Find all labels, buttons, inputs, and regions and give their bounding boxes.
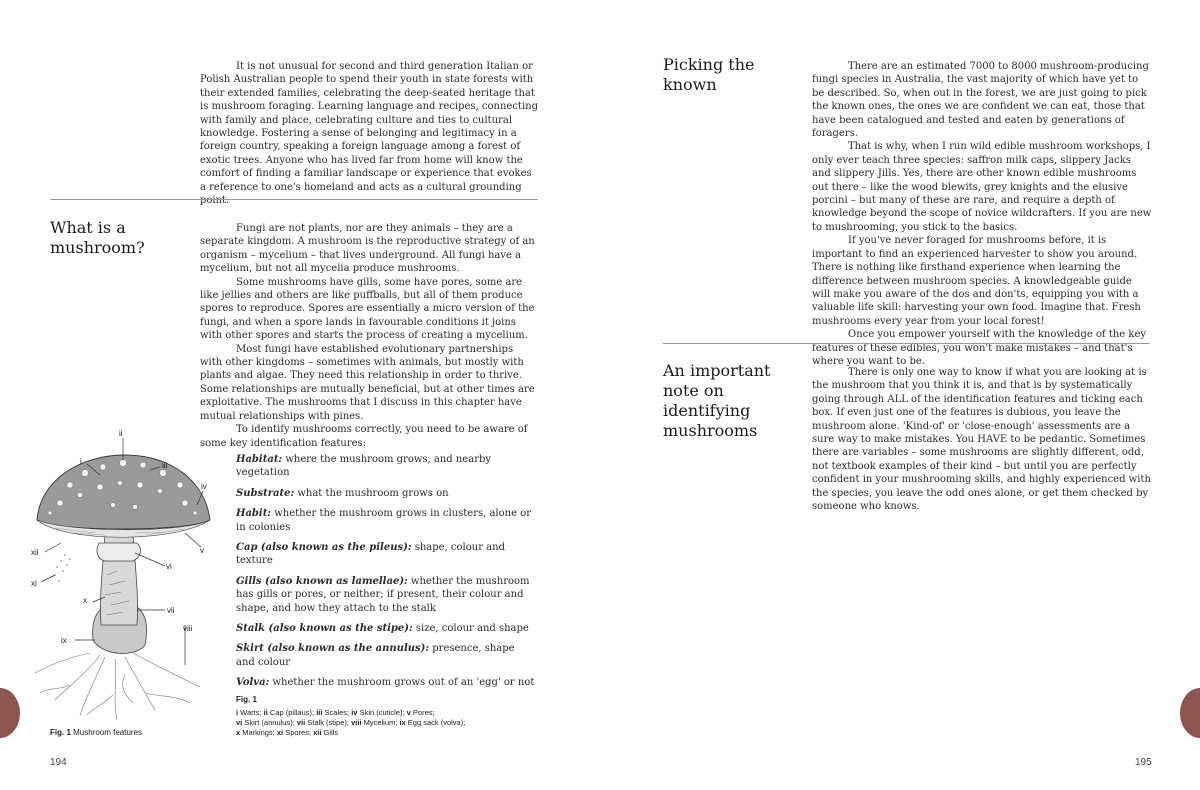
section-heading-picking-the-known: Picking the known: [663, 55, 755, 94]
fig-label-v: v: [200, 546, 204, 555]
mushroom-section-text: [200, 222, 538, 450]
fig-label-iii: iii: [162, 461, 168, 470]
fig-label-vi: vi: [166, 562, 172, 571]
section-tab-right: [1180, 688, 1200, 738]
page-number-left: 194: [50, 757, 67, 768]
feature-item: Skirt (also known as the annulus): presence, shape and colour: [236, 643, 515, 668]
feature-item: Cap (also known as the pileus): shape, colour and texture: [236, 542, 505, 567]
mushroom-illustration: [25, 425, 225, 725]
skirt-shape: [97, 543, 140, 561]
mycelium-roots: [35, 653, 200, 720]
body-paragraph: To identify mushrooms correctly, you need to be aware of some key identification features:: [200, 424, 528, 449]
legend-line: vi Skirt (annulus); vii Stalk (stipe); viii Mycelium; ix Egg sack (volva);: [236, 718, 466, 727]
fig-label-x: x: [83, 596, 87, 605]
section-heading-what-is-a-mushroom: What is a mushroom?: [50, 218, 145, 257]
feature-item: Substrate: what the mushroom grows on: [236, 487, 449, 499]
fig-label-i: i: [80, 457, 82, 466]
fig-label-xi: xi: [31, 579, 37, 588]
fig-label-viii: viii: [183, 624, 193, 633]
intro-paragraph: It is not unusual for second and third generation Italian or Polish Australian people to spend their youth in state forests with their extended families, celebrating the deep-seated heritage that is mushroom foraging. Learning language and recipes, connecting with family and place, celebrating culture and ties to cultural knowledge. Fostering a sense of belonging and legitimacy in a foreign country, speaking a foreign language among a forest of exotic trees. Anyone who has lived far from home will know the comfort of finding a familiar landscape or experience that evokes a reference to one's homeland and acts as a cultural grounding point.: [200, 61, 538, 207]
legend-title: Fig. 1: [236, 695, 257, 704]
intro-text: [200, 60, 538, 207]
feature-item: Gills (also known as lamellae): whether the mushroom has gills or pores, or neither; if present, their colour and shape, and how they attach to the stalk: [236, 575, 530, 614]
page-number-right: 195: [1135, 757, 1152, 768]
fig-label-vii: vii: [167, 606, 175, 615]
feature-item: Stalk (also known as the stipe): size, colour and shape: [236, 623, 529, 635]
section-divider: [50, 199, 538, 200]
body-paragraph: There are an estimated 7000 to 8000 mushroom-producing fungi species in Australia, the vast majority of which have yet to be described. So, when out in the forest, we are just going to pick the known ones, the ones we are confident we can eat, those that have been catalogued and tested and eaten by generations of foragers.: [812, 61, 1149, 140]
figure-legend: [236, 695, 536, 738]
figure-caption: Fig. 1 Mushroom features: [50, 728, 143, 737]
section-divider: [663, 343, 1150, 344]
picking-section-text: [812, 60, 1152, 368]
feature-item: Volva: whether the mushroom grows out of an 'egg' or not: [236, 677, 535, 689]
body-paragraph: If you've never foraged for mushrooms before, it is important to find an experienced harvester to show you around. There is nothing like firsthand experience when learning the difference between mushroom species. A knowledgeable guide will make you aware of the dos and don'ts, equipping you with a valuable life skill: harvesting your own food. Imagine that. Fresh mushrooms every year from your local forest!: [812, 235, 1141, 327]
body-paragraph: Some mushrooms have gills, some have pores, some are like jellies and others are like puffballs, but all of them produce spores to reproduce. Spores are essentially a micro version of the fungi, and when a spore lands in favourable conditions it joins with other spores and starts the process of creating a mycelium.: [200, 276, 535, 342]
body-paragraph: That is why, when I run wild edible mushroom workshops, I only ever teach three species: saffron milk caps, slippery Jacks and slippery Jills. Yes, there are other known edible mushrooms out there – like the wood blewits, grey knights and the elusive porcini – but many of these are rare, and require a depth of knowledge beyond the scope of novice wildcrafters. If you are new to mushrooming, you stick to the basics.: [812, 141, 1152, 233]
body-paragraph: There is only one way to know if what you are looking at is the mushroom that you think it is, and that is by systematically going through ALL of the identification features and ticking each box. If even just one of the features is dubious, you leave the mushroom alone. 'Kind-of' or 'close-enough' assessments are a sure way to make mistakes. You HAVE to be pedantic. Sometimes there are variables – some mushrooms are slightly different, odd, not textbook examples of their kind – but until you are perfectly confident in your mushrooming skills, and highly experienced with the species, you leave the odd ones alone, or get them checked by someone who knows.: [812, 367, 1151, 513]
body-paragraph: Once you empower yourself with the knowledge of the key features of these edibles, you won't make mistakes – and that's where you want to be.: [812, 329, 1147, 367]
section-heading-important-note: An important note on identifying mushrooms: [663, 361, 771, 440]
feature-item: Habitat: where the mushroom grows, and nearby vegetation: [236, 454, 492, 479]
body-paragraph: Fungi are not plants, nor are they animals – they are a separate kingdom. A mushroom is the reproductive strategy of an organism – mycelium – that lives underground. All fungi have a mycelium, but not all mycelia produce mushrooms.: [200, 223, 535, 275]
right-page: [600, 0, 1200, 790]
feature-item: Habit: whether the mushroom grows in clusters, alone or in colonies: [236, 508, 531, 533]
legend-line: i Warts; ii Cap (pillaus); iii Scales; iv Skin (cuticle); v Pores;: [236, 708, 435, 717]
fig-label-ii: ii: [119, 429, 123, 438]
fig-label-ix: ix: [61, 636, 67, 645]
spore-dots: [54, 554, 71, 582]
section-tab-left: [0, 688, 20, 738]
fig-label-iv: iv: [201, 482, 207, 491]
important-note-text: [812, 366, 1152, 513]
body-paragraph: Most fungi have established evolutionary partnerships with other kingdoms – sometimes with animals, but mostly with plants and algae. They need this relationship in order to thrive. Some relationships are mutually beneficial, but at other times are exploitative. The mushrooms that I discuss in this chapter have mutual relationships with pines.: [200, 343, 535, 422]
identification-feature-list: [236, 453, 536, 697]
fig-label-xii: xii: [31, 548, 39, 557]
legend-line: x Markings; xi Spores; xii Gills: [236, 728, 339, 737]
